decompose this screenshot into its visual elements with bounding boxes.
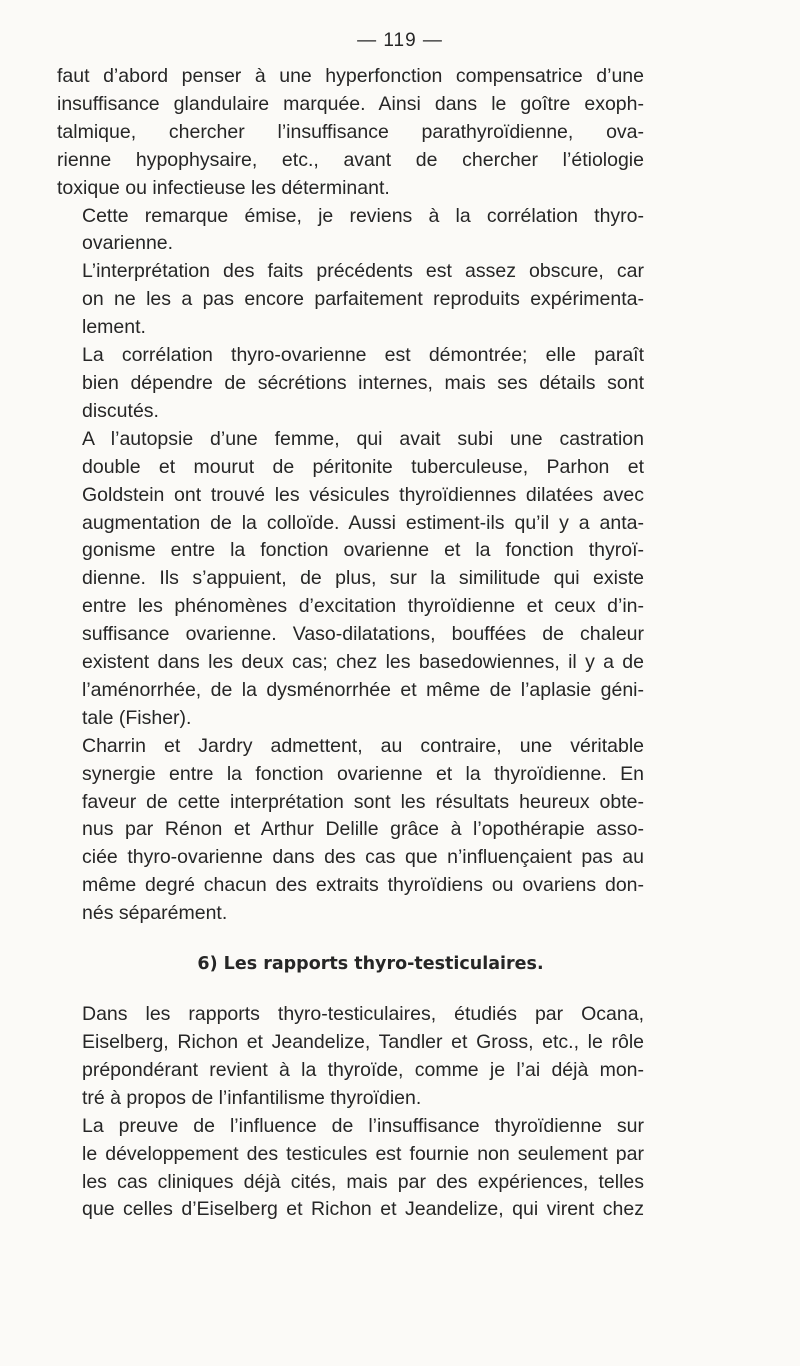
text-line: Goldstein ont trouvé les vésicules thyroïdiennes dilatées avec (82, 483, 644, 506)
text-line: dienne. Ils s’appuient, de plus, sur la similitude qui existe (82, 567, 644, 590)
text-line: suffisance ovarienne. Vaso-dilatations, bouffées de chaleur (82, 623, 644, 646)
text-line: tale (Fisher). (82, 706, 192, 729)
text-line: existent dans les deux cas; chez les basedowiennes, il y a de (82, 651, 644, 674)
text-line: gonisme entre la fonction ovarienne et la fonction thyroï- (82, 539, 644, 562)
text-line: nus par Rénon et Arthur Delille grâce à l’opothérapie asso- (82, 818, 644, 841)
paragraph (57, 342, 644, 426)
text-line: même degré chacun des extraits thyroïdiens ou ovariens don- (82, 874, 644, 897)
text-line: ovarienne. (82, 232, 174, 255)
text-line: Cette remarque émise, je reviens à la corrélation thyro- (82, 204, 644, 227)
text-line: bien dépendre de sécrétions internes, mais ses détails sont (82, 371, 644, 394)
page-number: — 119 — (357, 30, 443, 51)
paragraph (57, 258, 644, 342)
text-line: entre les phénomènes d’excitation thyroïdienne et ceux d’in- (82, 595, 644, 618)
paragraph (57, 1113, 644, 1225)
paragraph (57, 733, 644, 928)
paragraph (57, 1001, 644, 1113)
paragraphs-before-heading (57, 63, 644, 928)
text-line: faveur de cette interprétation sont les résultats heureux obte- (82, 790, 644, 813)
text-line: on ne les a pas encore parfaitement reproduits expérimenta- (82, 288, 644, 311)
paragraph (57, 426, 644, 733)
text-line: Eiselberg, Richon et Jeandelize, Tandler et Gross, etc., le rôle (82, 1031, 644, 1053)
text-line: Charrin et Jardry admettent, au contraire, une véritable (82, 734, 644, 757)
text-line: nés séparément. (82, 902, 228, 925)
text-line: ciée thyro-ovarienne dans des cas que n’influençaient pas au (82, 846, 644, 869)
text-line: double et mourut de péritonite tuberculeuse, Parhon et (82, 455, 644, 478)
text-line: synergie entre la fonction ovarienne et la thyroïdienne. En (82, 762, 644, 785)
text-line: La corrélation thyro-ovarienne est démontrée; elle paraît (82, 344, 644, 367)
text-line: que celles d’Eiselberg et Richon et Jeandelize, qui virent chez (82, 1198, 644, 1221)
text-line: l’aménorrhée, de la dysménorrhée et même de l’aplasie géni- (82, 678, 644, 701)
paragraphs-after-heading (57, 1001, 644, 1224)
text-line: le développement des testicules est fournie non seulement par (82, 1142, 644, 1165)
section-heading: 6) Les rapports thyro-testiculaires. (197, 954, 544, 975)
text-line: faut d’abord penser à une hyperfonction compensatrice d’une (57, 65, 644, 87)
text-line: La preuve de l’influence de l’insuffisance thyroïdienne sur (82, 1114, 644, 1137)
text-line: A l’autopsie d’une femme, qui avait subi une castration (82, 427, 644, 450)
text-line: talmique, chercher l’insuffisance parathyroïdienne, ova- (57, 120, 644, 143)
text-line: prépondérant revient à la thyroïde, comme je l’ai déjà mon- (82, 1058, 644, 1081)
paragraph (57, 203, 644, 259)
text-line: rienne hypophysaire, etc., avant de chercher l’étiologie (57, 148, 644, 171)
text-line: Dans les rapports thyro-testiculaires, étudiés par Ocana, (82, 1003, 644, 1026)
text-line: toxique ou infectieuse les déterminant. (57, 176, 390, 199)
text-line: L’interprétation des faits précédents est assez obscure, car (82, 260, 644, 283)
text-line: tré à propos de l’infantilisme thyroïdien. (82, 1086, 422, 1109)
text-line: lement. (82, 316, 146, 339)
text-line: augmentation de la colloïde. Aussi estiment-ils qu’il y a anta- (82, 511, 644, 534)
text-line: les cas cliniques déjà cités, mais par des expériences, telles (82, 1170, 644, 1193)
text-line: insuffisance glandulaire marquée. Ainsi dans le goître exoph- (57, 92, 644, 115)
paragraph (57, 63, 644, 203)
body-text (57, 63, 644, 1224)
text-line: discutés. (82, 399, 159, 422)
